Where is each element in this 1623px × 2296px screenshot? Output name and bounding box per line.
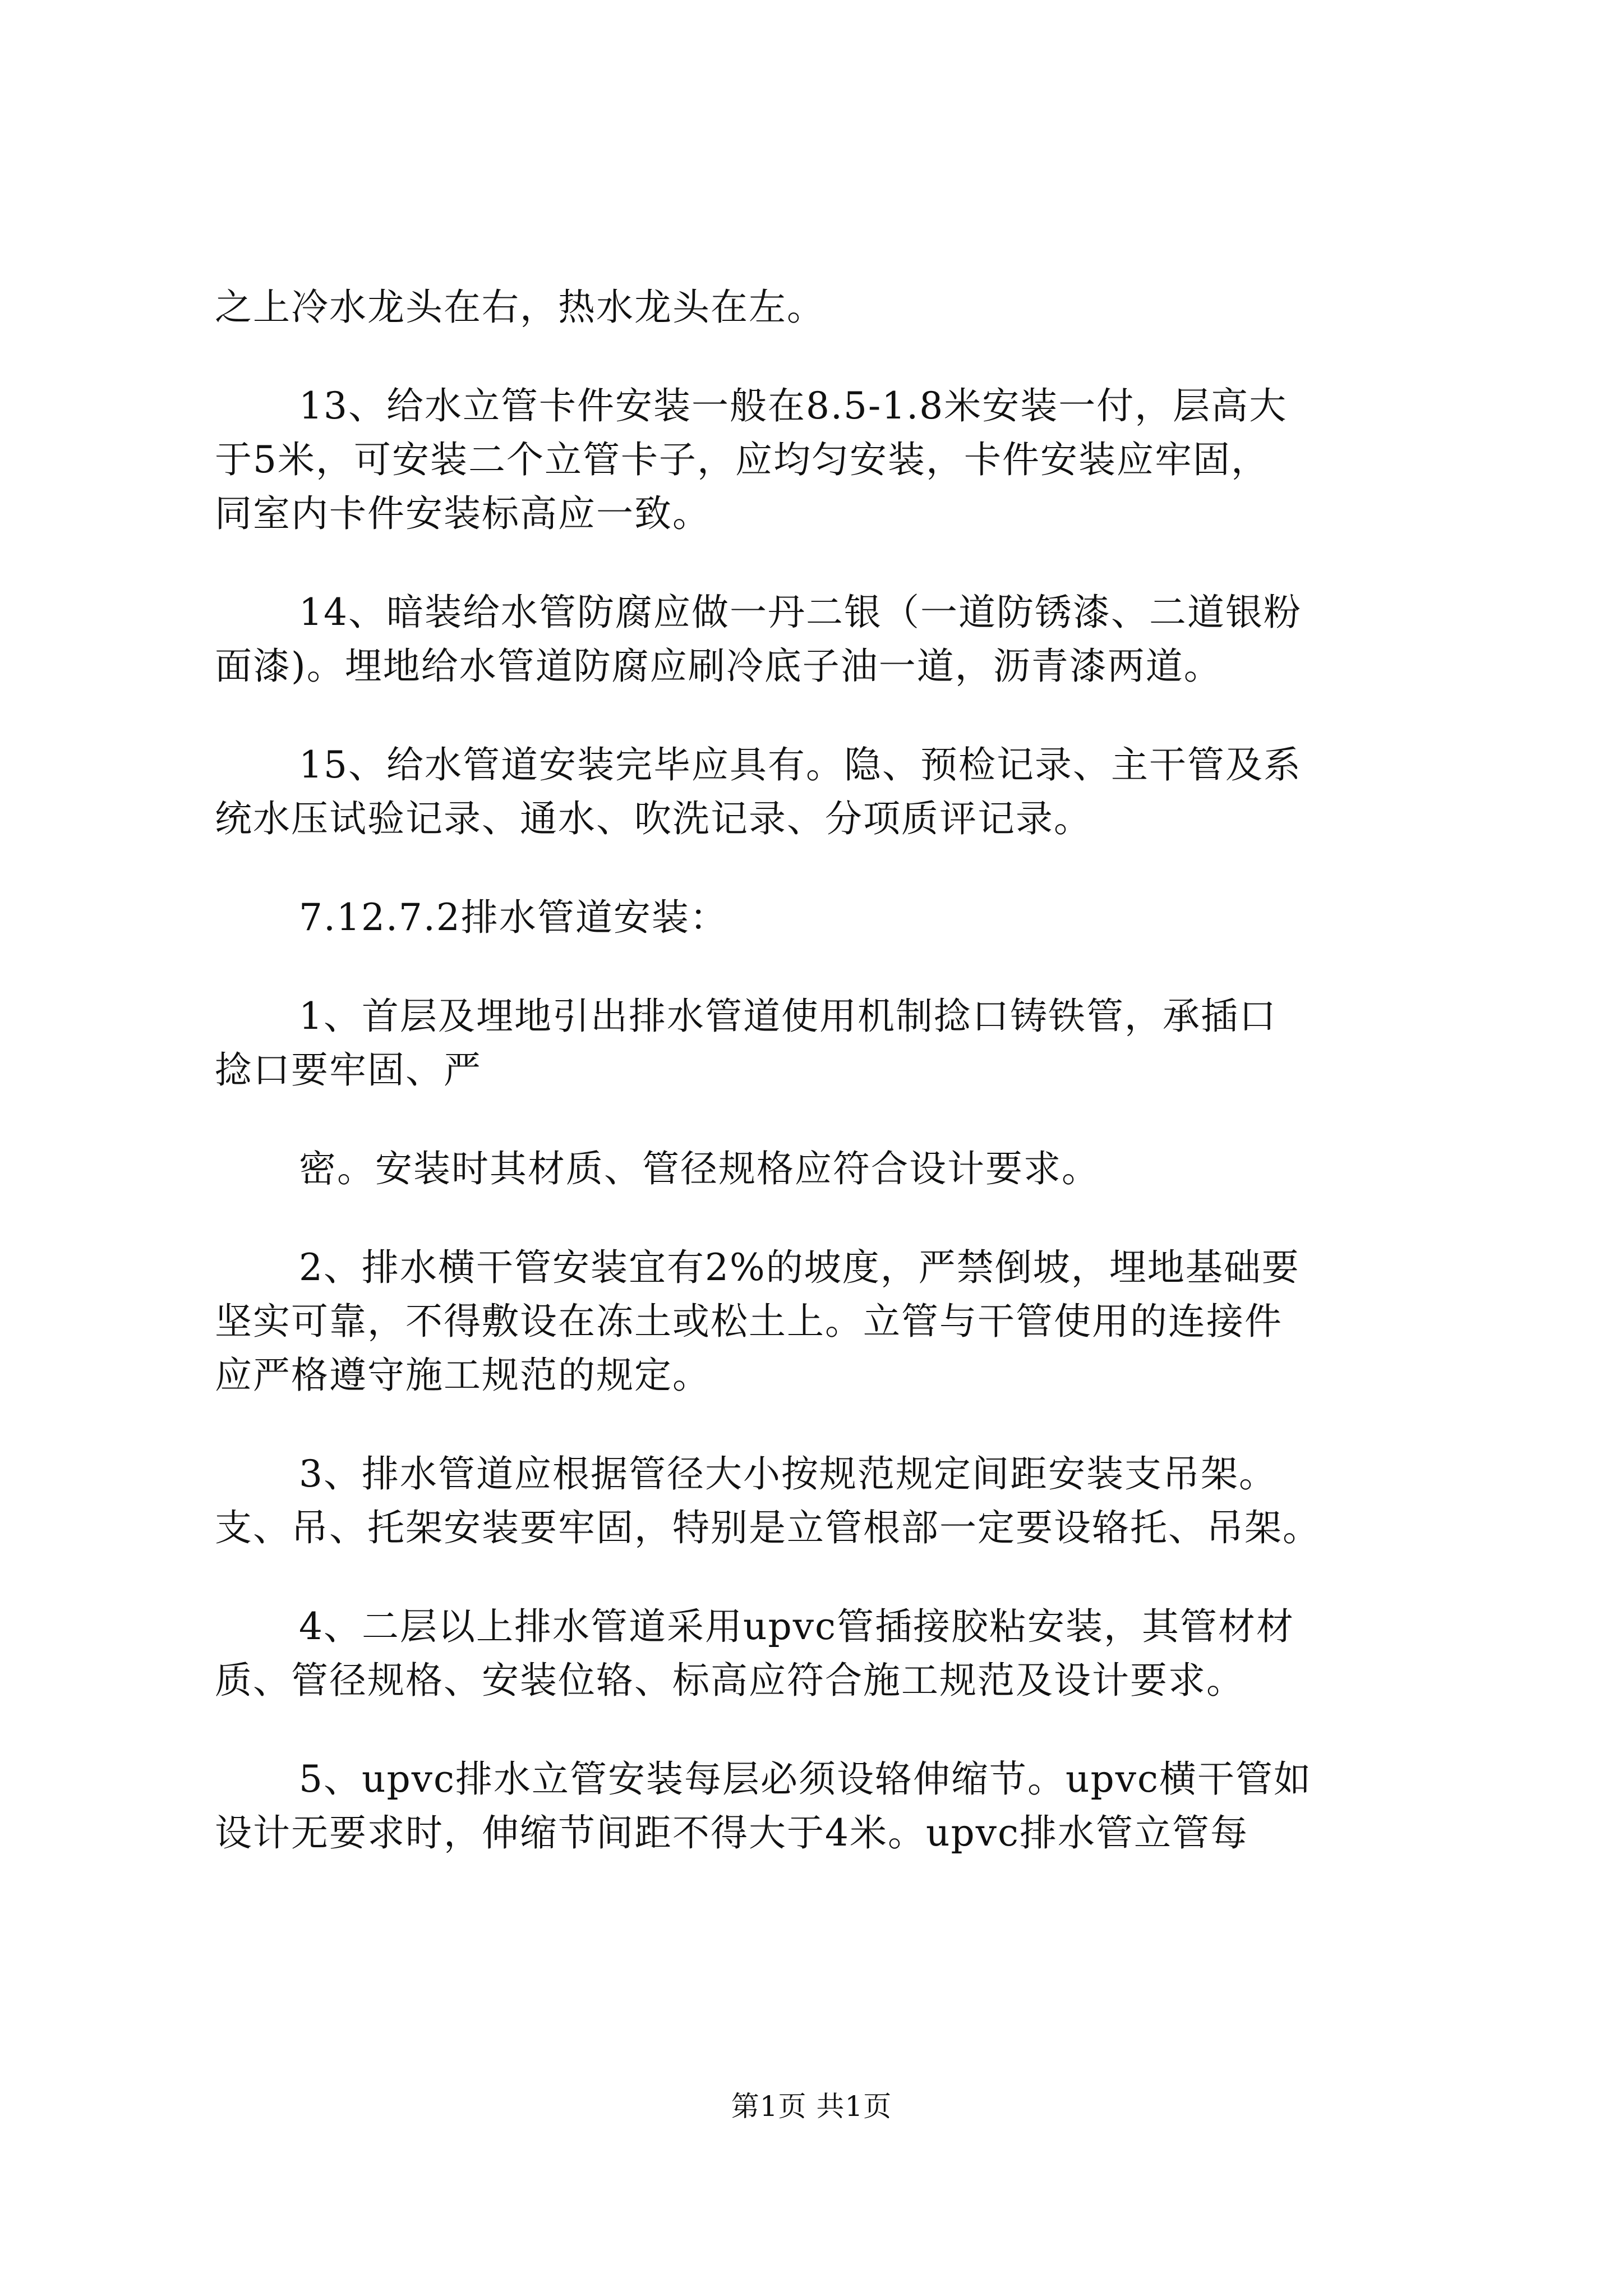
text-line: 应严格遵守施工规范的规定。 bbox=[215, 1354, 711, 1397]
text-line: 1、首层及埋地引出排水管道使用机制捻口铸铁管，承插口 bbox=[299, 995, 1277, 1038]
text-line: 7.12.7.2排水管道安装： bbox=[299, 896, 728, 939]
text-line: 于5米，可安装二个立管卡子，应均匀安装，卡件安装应牢固， bbox=[215, 438, 1269, 481]
text-line: 同室内卡件安装标高应一致。 bbox=[215, 492, 711, 535]
text-line: 3、排水管道应根据管径大小按规范规定间距安装支吊架。 bbox=[299, 1452, 1277, 1496]
text-line: 4、二层以上排水管道采用upvc管插接胶粘安装，其管材材 bbox=[299, 1605, 1294, 1648]
text-line: 设计无要求时，伸缩节间距不得大于4米。upvc排水管立管每 bbox=[215, 1811, 1248, 1855]
paragraph bbox=[215, 1142, 1421, 1196]
paragraph bbox=[215, 1752, 1421, 1860]
text-line: 2、排水横干管安装宜有2%的坡度，严禁倒坡，埋地基础要 bbox=[299, 1246, 1300, 1289]
paragraph bbox=[215, 990, 1421, 1097]
paragraph bbox=[215, 738, 1421, 846]
text-line: 坚实可靠，不得敷设在冻土或松土上。立管与干管使用的连接件 bbox=[215, 1300, 1283, 1343]
paragraph bbox=[215, 1600, 1421, 1708]
section-heading bbox=[215, 891, 1421, 945]
text-line: 14、暗装给水管防腐应做一丹二银（一道防锈漆、二道银粉 bbox=[299, 591, 1302, 634]
text-line: 捻口要牢固、严 bbox=[215, 1048, 482, 1092]
paragraph bbox=[215, 586, 1421, 693]
text-line: 质、管径规格、安装位辂、标高应符合施工规范及设计要求。 bbox=[215, 1659, 1244, 1702]
text-line: 密。安装时其材质、管径规格应符合设计要求。 bbox=[299, 1147, 1100, 1190]
paragraph bbox=[215, 1241, 1421, 1402]
page-number-label: 第1页 共1页 bbox=[731, 2090, 892, 2123]
text-line: 15、给水管道安装完毕应具有。隐、预检记录、主干管及系 bbox=[299, 743, 1302, 786]
text-line: 支、吊、托架安装要牢固，特别是立管根部一定要设辂托、吊架。 bbox=[215, 1506, 1321, 1549]
text-line: 统水压试验记录、通水、吹洗记录、分项质评记录。 bbox=[215, 797, 1092, 840]
text-line: 面漆)。埋地给水管道防腐应刷冷底子油一道，沥青漆两道。 bbox=[215, 645, 1222, 688]
paragraph bbox=[215, 1447, 1421, 1555]
paragraph bbox=[215, 280, 1421, 334]
page-footer bbox=[0, 2087, 1623, 2126]
text-line: 13、给水立管卡件安装一般在8.5-1.8米安装一付，层高大 bbox=[299, 384, 1288, 427]
paragraph bbox=[215, 379, 1421, 541]
document-body bbox=[215, 280, 1421, 1860]
text-line: 5、upvc排水立管安装每层必须设辂伸缩节。upvc横干管如 bbox=[299, 1757, 1312, 1801]
text-line: 之上冷水龙头在右，热水龙头在左。 bbox=[215, 286, 825, 329]
